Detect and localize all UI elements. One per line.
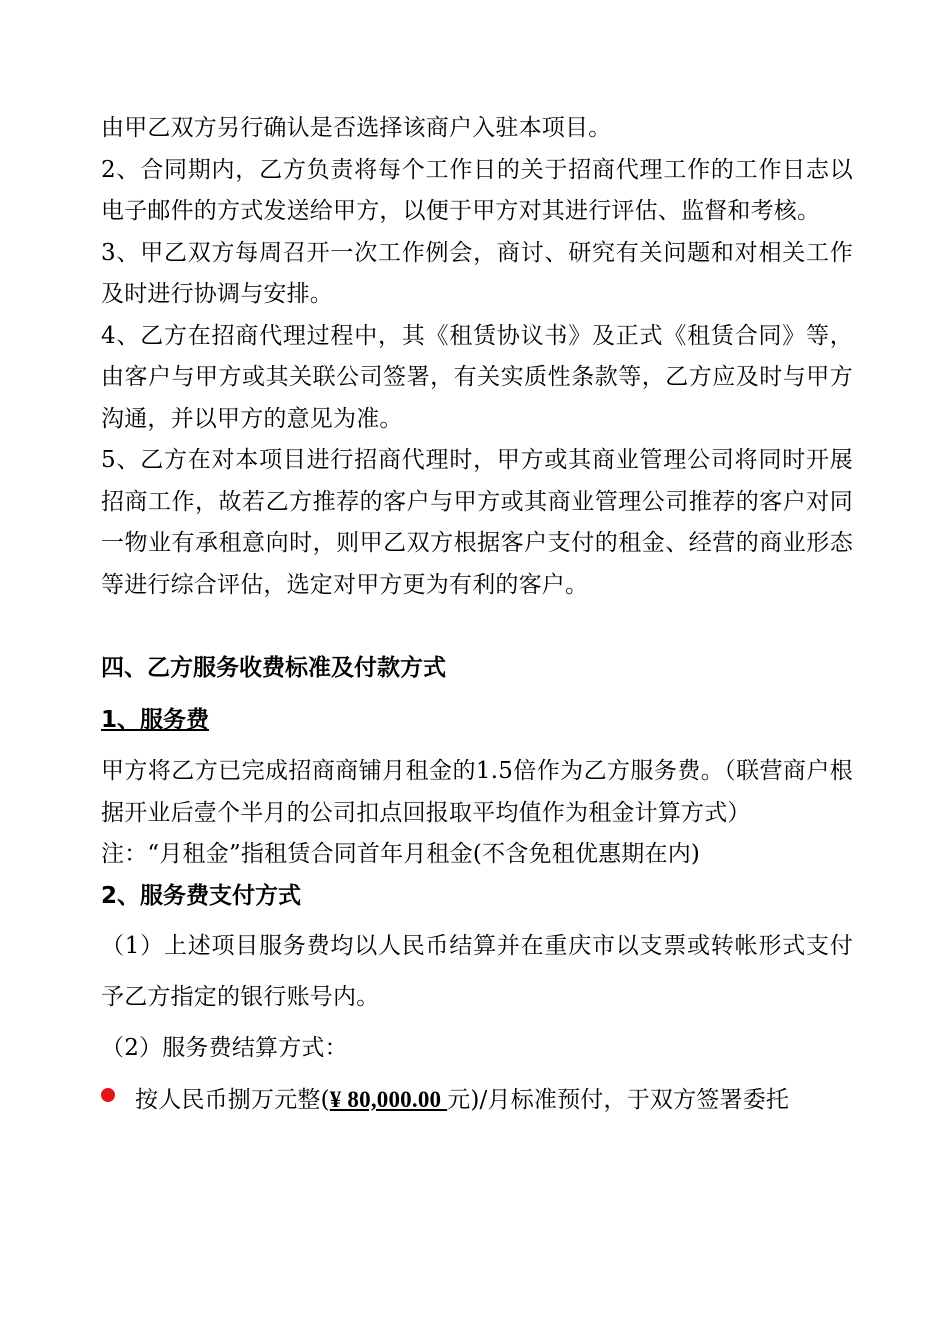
section-gap (101, 741, 853, 751)
payment-item-2: （2）服务费结算方式： (101, 1035, 348, 1061)
paragraph-clause-3: 3、甲乙双方每周召开一次工作例会，商讨、研究有关问题和对相关工作及时进行协调与安排。 (101, 239, 853, 307)
bullet-text-suffix: 元)/月标准预付，于双方签署委托 (447, 1087, 790, 1113)
section-gap (101, 690, 853, 700)
section-4-title: 四、乙方服务收费标准及付款方式 (101, 655, 446, 681)
payment-item-1: （1）上述项目服务费均以人民币结算并在重庆市以支票或转帐形式支付予乙方指定的银行账号内。 (101, 933, 853, 1010)
payment-bullet (101, 1074, 853, 1126)
subsection-1-title: 1、服务费 (101, 706, 210, 733)
paragraph-clause-4: 4、乙方在招商代理过程中，其《租赁协议书》及正式《租赁合同》等，由客户与甲方或其关联公司签署，有关实质性条款等，乙方应及时与甲方沟通，并以甲方的意见为准。 (101, 322, 853, 432)
document-page (101, 108, 853, 1126)
service-fee-paragraph: 甲方将乙方已完成招商商铺月租金的1.5倍作为乙方服务费。（联营商户根据开业后壹个半月的公司扣点回报取平均值作为租金计算方式） (101, 758, 853, 826)
paragraph-clause-5: 5、乙方在对本项目进行招商代理时，甲方或其商业管理公司将同时开展招商工作，故若乙方推荐的客户与甲方或其商业管理公司推荐的客户对同一物业有承租意向时，则甲乙双方根据客户支付的租金、经营的商业形态等进行综合评估，选定对甲方更为有利的客户。 (101, 447, 853, 598)
bullet-amount: ¥ 80,000.00 (329, 1087, 448, 1112)
paragraph-intro: 由甲乙双方另行确认是否选择该商户入驻本项目。 (101, 115, 612, 141)
subsection-2-title: 2、服务费支付方式 (101, 882, 302, 909)
note-paragraph: 注：“月租金”指租赁合同首年月租金(不含免租优惠期在内) (101, 841, 701, 867)
bullet-dot-icon (101, 1088, 115, 1102)
section-gap (101, 606, 853, 648)
bullet-text-prefix: 按人民币捌万元整( (135, 1087, 330, 1113)
paragraph-clause-2: 2、合同期内，乙方负责将每个工作日的关于招商代理工作的工作日志以电子邮件的方式发送给甲方，以便于甲方对其进行评估、监督和考核。 (101, 156, 853, 224)
